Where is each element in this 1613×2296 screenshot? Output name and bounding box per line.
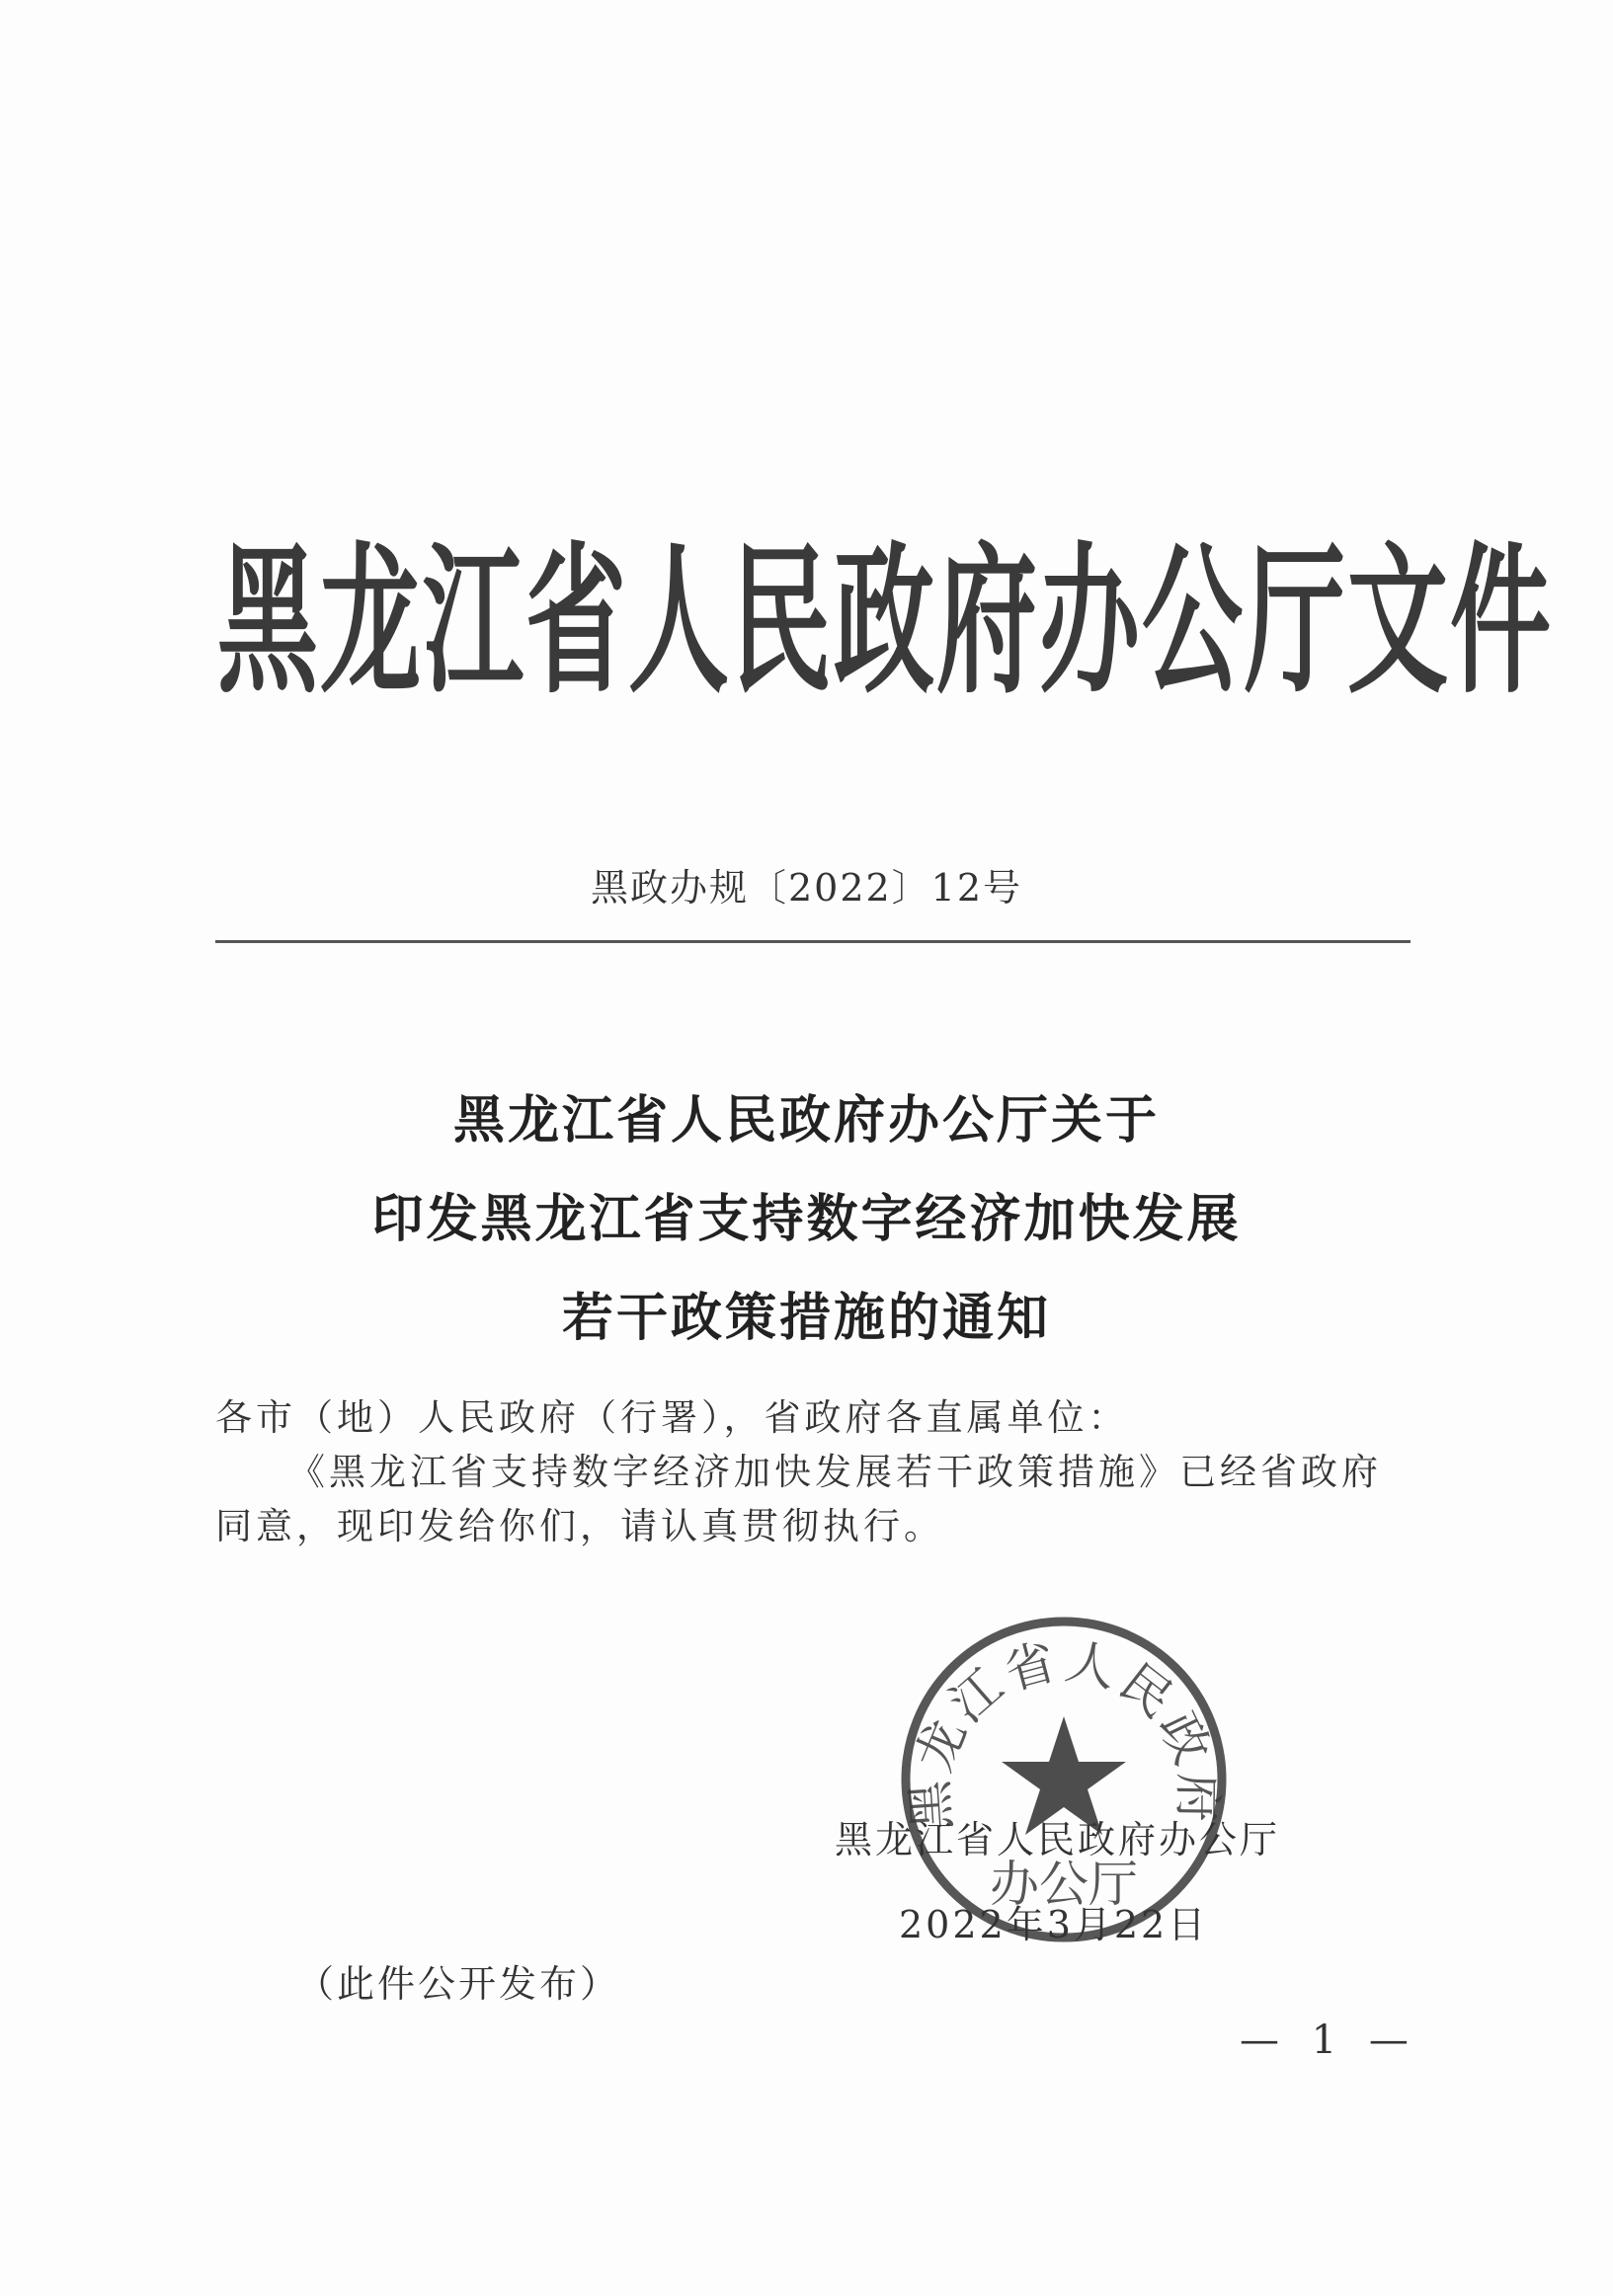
notice-title — [0, 1071, 1613, 1368]
notice-title-line-1: 黑龙江省人民政府办公厅关于 — [452, 1091, 1160, 1150]
notice-title-line-3: 若干政策措施的通知 — [561, 1289, 1051, 1348]
body-paragraph: 《黑龙江省支持数字经济加快发展若干政策措施》已经省政府同意，现印发给你们，请认真贯彻执行。 — [215, 1451, 1382, 1547]
notice-title-line-2: 印发黑龙江省支持数字经济加快发展 — [371, 1190, 1242, 1249]
issue-date: 2022年3月22日 — [899, 1903, 1209, 1946]
document-header-title: 黑龙江省人民政府办公厅文件 — [217, 528, 1553, 717]
notice-body — [215, 1390, 1415, 1553]
salutation: 各市（地）人民政府（行署），省政府各直属单位： — [215, 1396, 1129, 1439]
header-divider — [215, 940, 1411, 943]
page-number: — 1 — — [1240, 2018, 1418, 2063]
public-release-note: （此件公开发布） — [296, 1962, 621, 2006]
issuer-signature: 黑龙江省人民政府办公厅 — [835, 1818, 1281, 1861]
document-number: 黑政办规〔2022〕12号 — [590, 866, 1023, 910]
seal-text: 黑龙江省人民政府 — [901, 1631, 1227, 1832]
seal-bottom-text: 办公厅 — [990, 1856, 1138, 1913]
